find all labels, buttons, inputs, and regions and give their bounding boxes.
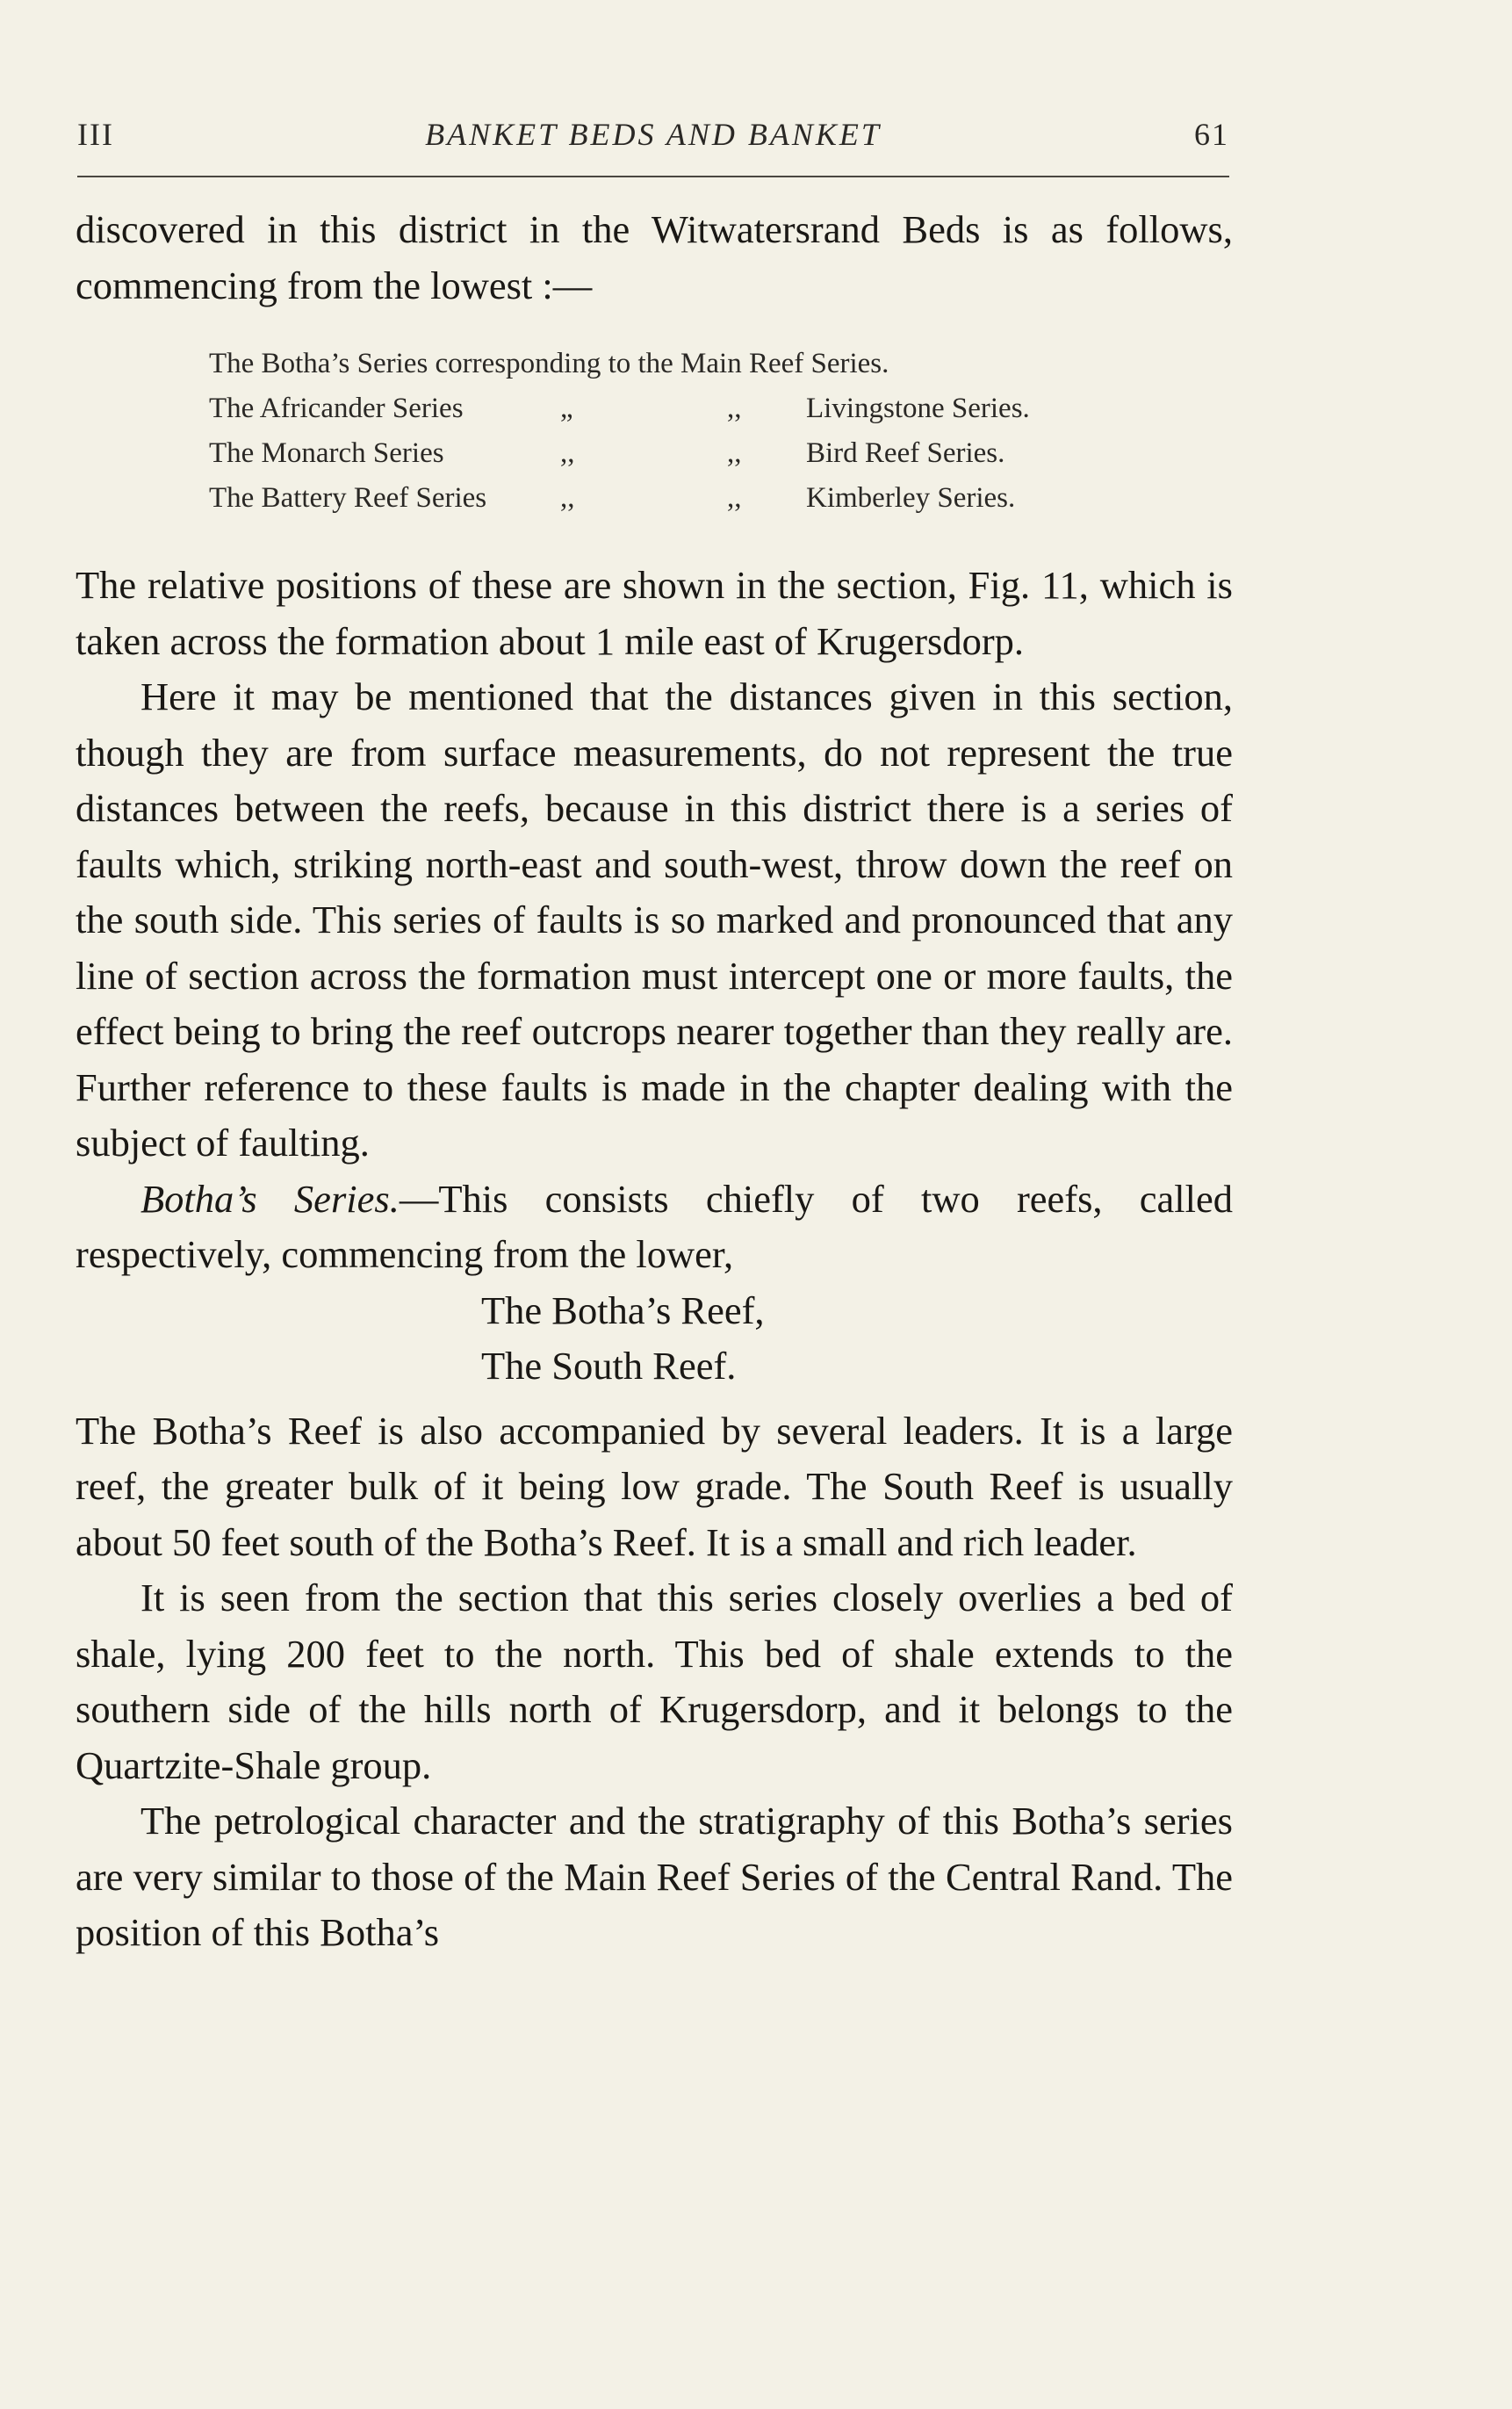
series-row-botha	[209, 342, 1233, 386]
running-header	[77, 112, 1229, 156]
series-row-monarch	[209, 431, 1233, 476]
ditto-mark: ,,	[727, 482, 742, 514]
series-right: Kimberley Series.	[806, 482, 1016, 514]
paragraph-text: —This consists chiefly of two reefs, called respectively, commencing from the lower,	[76, 1176, 1233, 1276]
series-left: The Monarch Series	[209, 437, 444, 469]
series-left: The Africander Series	[209, 393, 464, 424]
series-left: The Battery Reef Series	[209, 482, 487, 514]
section-heading: Botha’s Series.	[140, 1176, 400, 1221]
ditto-mark: ,,	[727, 393, 742, 424]
series-right: Livingstone Series.	[806, 393, 1030, 424]
page-body	[76, 202, 1233, 1961]
series-right: Bird Reef Series.	[806, 437, 1005, 469]
page-number: 61	[1194, 117, 1229, 152]
ditto-mark: „	[560, 393, 573, 424]
running-title: BANKET BEDS AND BANKET	[425, 117, 882, 152]
paragraph-relative-positions: The relative positions of these are shown in the section, Fig. 11, which is taken across the formation about 1 mile east of Krugersdorp.	[76, 563, 1233, 663]
chapter-number: III	[77, 117, 114, 152]
paragraph-bothas-series	[76, 1172, 1233, 1283]
series-row-text: The Botha’s Series corresponding to the Main Reef Series.	[209, 348, 889, 379]
reef-item: The South Reef.	[481, 1344, 737, 1388]
paragraph-distances: Here it may be mentioned that the distances given in this section, though they are from surface measurements, do not represent the true distances between the reefs, because in this district there is a series of faults which, striking north-east and south-west, throw down the reef on the south side. This series of faults is so marked and pronounced that any line of section across the formation must intercept one or more faults, the effect being to bring the reef outcrops nearer together than they really are. Further reference to these faults is made in the chapter dealing with the subject of faulting.	[76, 674, 1233, 1165]
paragraph-petrological: The petrological character and the stratigraphy of this Botha’s series are very similar to those of the Main Reef Series of the Central Rand. The position of this Botha’s	[76, 1799, 1233, 1954]
reef-item: The Botha’s Reef,	[481, 1287, 765, 1332]
header-rule	[77, 176, 1229, 177]
paragraph-shale: It is seen from the section that this series closely overlies a bed of shale, lying 200 feet to the north. This bed of shale extends to the southern side of the hills north of Krugersdorp, and it belongs to the Quartzite-Shale group.	[76, 1576, 1233, 1787]
series-row-battery-reef	[209, 476, 1233, 521]
ditto-mark: ,,	[560, 482, 575, 514]
series-row-africander	[209, 386, 1233, 431]
ditto-mark: ,,	[727, 437, 742, 469]
reef-list	[481, 1283, 1233, 1395]
ditto-mark: ,,	[560, 437, 575, 469]
paragraph-bothas-reef: The Botha’s Reef is also accompanied by several leaders. It is a large reef, the greater bulk of it being low grade. The South Reef is usually about 50 feet south of the Botha’s Reef. It is a small and rich leader.	[76, 1408, 1233, 1564]
series-table	[209, 342, 1233, 521]
intro-paragraph: discovered in this district in the Witwatersrand Beds is as follows, commencing from the lowest :—	[76, 207, 1233, 307]
